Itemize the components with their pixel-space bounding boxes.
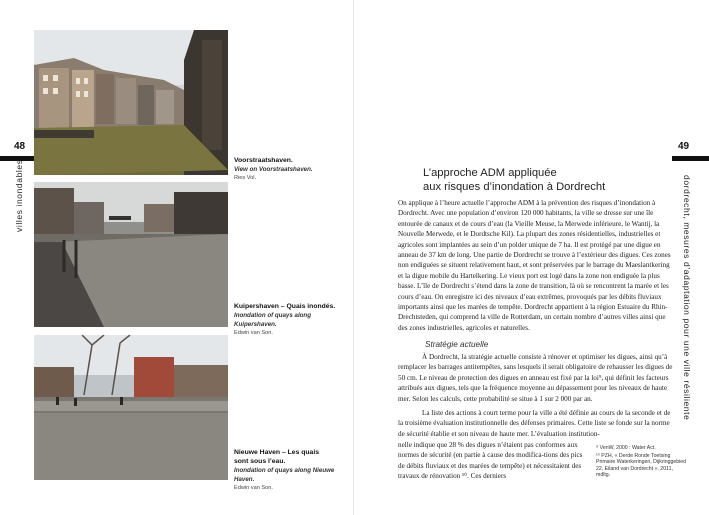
caption-title: Voorstraatshaven. [234, 157, 293, 164]
body-paragraph-1 [398, 198, 674, 333]
footnote-9: ⁹ VenW, 2000 : Water Act. [596, 445, 656, 451]
paragraph-text: On applique à l’heure actuelle l’approche ADM à la prévention des risques d’inondation à Dordrecht. Avec une population d’environ 120 000 habitants, la ville se dresse sur une île entourée de canaux et de cours d’eau (la Vieille Meuse, la Merwede inférieure, le Wantij, la Nouvelle Merwede, et le Dordtsche Kil). La plupart des zones résidentielles, industrielles et agricoles sont implantées au sein d’un polder unique de 7 ha. Il est protégé par une digue en anneau de 37 km de long. Une partie de Dordrecht se trouve à l’extérieur des digues. Ces zones non endiguées se situent relativement haut, et sont préservées par le barrage du Maeslantkering et la digue mobile du Hartelkering. Le vieux port est logé dans la zone non endiguée la plus basse. L’île de Dordrecht s’étend dans la zone de transition, là où se rencontrent la marée et les cours d’eau. On enregistre ici des niveaux d’eau extrêmes, provoqués par les débits fluviaux importants ainsi que les marées de tempête. Dordrecht appartient à la région Estuaire du Rhin-Drechtsteden, qui comprend la ville de Rotterdam, un certain nombre d’autres villes ainsi que des zones industrielles, agricoles et naturelles. [398, 199, 671, 332]
body-paragraph-3b [398, 440, 586, 482]
article-title-line-2: aux risques d’inondation à Dordrecht [423, 181, 606, 193]
paragraph-text: nelle indique que 28 % des digues n’étaient pas conformes aux normes de sécurité (en partie à cause des modifica-tions des pics de débits fluviaux et des marées de tempête) et nécessitaient des travaux de rénovation ¹⁰. Ces derniers [398, 441, 583, 481]
left-page [0, 0, 354, 515]
article-title [423, 166, 653, 194]
running-head-right: dordrecht, mesures d’adaptation pour une ville résiliente [682, 175, 692, 421]
article-title-line-1: L’approche ADM appliquée [423, 167, 557, 179]
body-paragraph-3a [398, 408, 674, 439]
footnote-10: ¹⁰ PZH, « Derde Ronde Toetsing Primaire Waterkeringen, Dijkringgebied 22, Eiland van Dordrecht », 2011, mdltg. [596, 452, 687, 479]
caption-voorstraatshaven [234, 156, 313, 183]
body-paragraph-2 [398, 352, 674, 404]
caption-title: Kuipershaven – Quais inondés. [234, 303, 336, 310]
footnotes [596, 445, 688, 480]
running-head-left: villes inondables [14, 159, 24, 232]
nieuwe-haven-photo [34, 335, 228, 480]
page-number-left: 48 [14, 141, 26, 152]
page-number-right: 49 [678, 141, 690, 152]
caption-english: Inondation of quays along Kuipershaven. [234, 312, 311, 328]
caption-nieuwe-haven [234, 448, 354, 493]
caption-kuipershaven [234, 302, 354, 338]
voorstraatshaven-photo [34, 30, 228, 175]
caption-english: View on Voorstraatshaven. [234, 166, 313, 173]
photo-credit: Edwin van Son. [234, 485, 273, 491]
page-marker-bar-right [672, 156, 709, 161]
section-subheading: Stratégie actuelle [425, 340, 489, 349]
caption-title: Nieuwe Haven – Les quais sont sous l’eau. [234, 449, 319, 465]
kuipershaven-photo [34, 182, 228, 327]
photo-credit: Edwin van Son. [234, 330, 273, 336]
caption-english: Inondation of quays along Nieuwe Haven. [234, 467, 335, 483]
paragraph-text: La liste des actions à court terme pour la ville a été définie au cours de la seconde et de la troisième évaluation institutionnelle des défenses primaires. Cette liste se fonde sur la norme de sécurité établie et son niveau de haute mer. L’évaluation institution- [398, 409, 671, 438]
paragraph-text: À Dordrecht, la stratégie actuelle consiste à rénover et optimiser les digues, ainsi qu’à remplacer les barrages antitempêtes, sans lesquels il serait obligatoire de rehausser les digues de 50 cm. Le niveau de protection des digues en anneau est fixé par la loi⁹, qui définit les facteurs attribués aux digues, tels que la fréquence moyenne au dépassement pour les niveaux de haute mer. Selon les calculs, cette probabilité se situe à 1 sur 2 000 par an. [398, 353, 673, 403]
photo-credit: Ries Vol. [234, 175, 257, 181]
